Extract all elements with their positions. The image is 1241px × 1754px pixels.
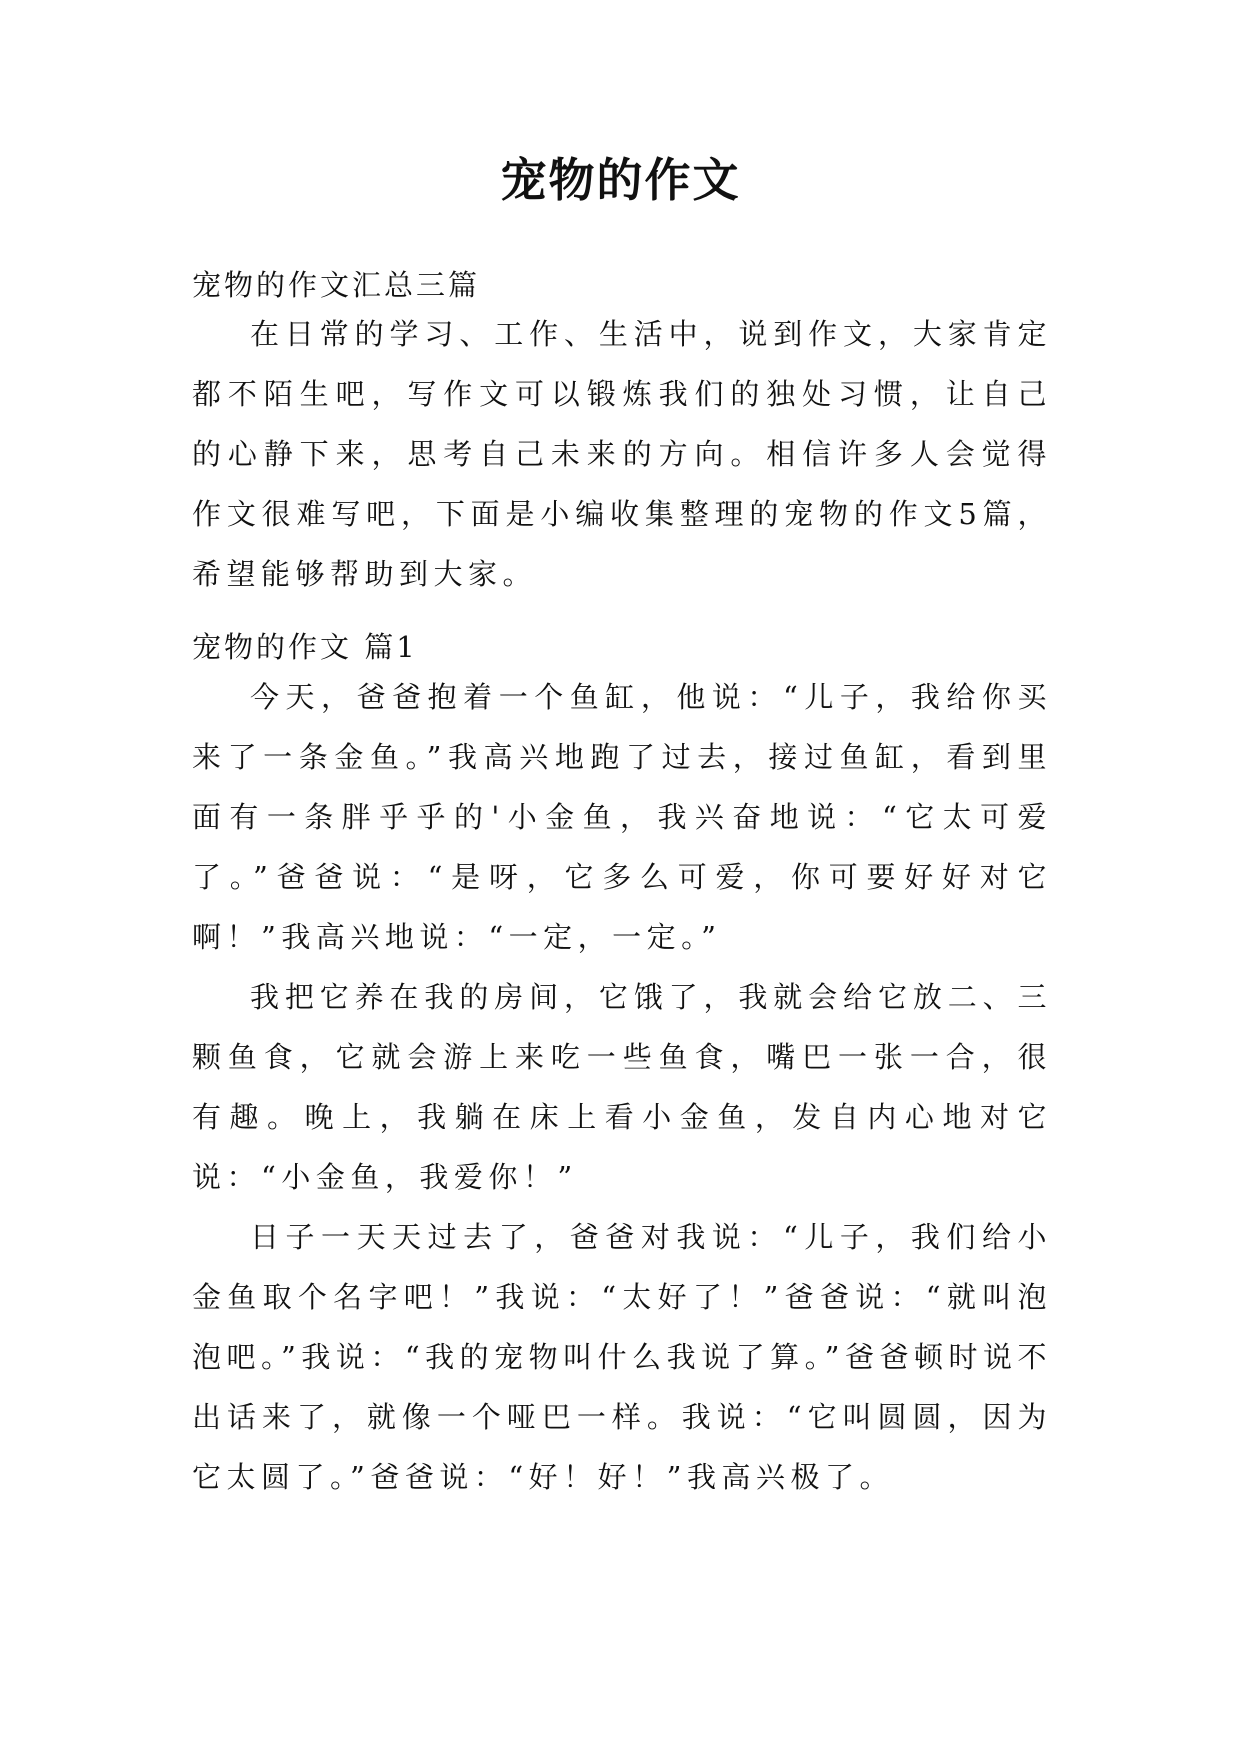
body-paragraph-1: 今天，爸爸抱着一个鱼缸，他说：“儿子，我给你买来了一条金鱼。”我高兴地跑了过去，接过鱼缸，看到里面有一条胖乎乎的'小金鱼，我兴奋地说：“它太可爱了。”爸爸说：“是呀，它多么可爱，你可要好好对它啊！”我高兴地说：“一定，一定。”: [192, 680, 1052, 954]
section-heading: 宠物的作文 篇1: [192, 630, 418, 664]
document-title: 宠物的作文: [500, 153, 741, 207]
intro-paragraph: 在日常的学习、工作、生活中，说到作文，大家肯定都不陌生吧，写作文可以锻炼我们的独处习惯，让自己的心静下来，思考自己未来的方向。相信许多人会觉得作文很难写吧，下面是小编收集整理的宠物的作文5篇，希望能够帮助到大家。: [192, 317, 1052, 591]
body-paragraph-2: 我把它养在我的房间，它饿了，我就会给它放二、三颗鱼食，它就会游上来吃一些鱼食，嘴巴一张一合，很有趣。晚上，我躺在床上看小金鱼，发自内心地对它说：“小金鱼，我爱你！”: [192, 980, 1052, 1194]
section-body: [192, 667, 1052, 1507]
body-paragraph-3: 日子一天天过去了，爸爸对我说：“儿子，我们给小金鱼取个名字吧！”我说：“太好了！”爸爸说：“就叫泡泡吧。”我说：“我的宠物叫什么我说了算。”爸爸顿时说不出话来了，就像一个哑巴一样。我说：“它叫圆圆，因为它太圆了。”爸爸说：“好！好！”我高兴极了。: [192, 1220, 1052, 1494]
intro-heading: 宠物的作文汇总三篇: [192, 268, 481, 302]
intro-section: [192, 304, 1052, 604]
